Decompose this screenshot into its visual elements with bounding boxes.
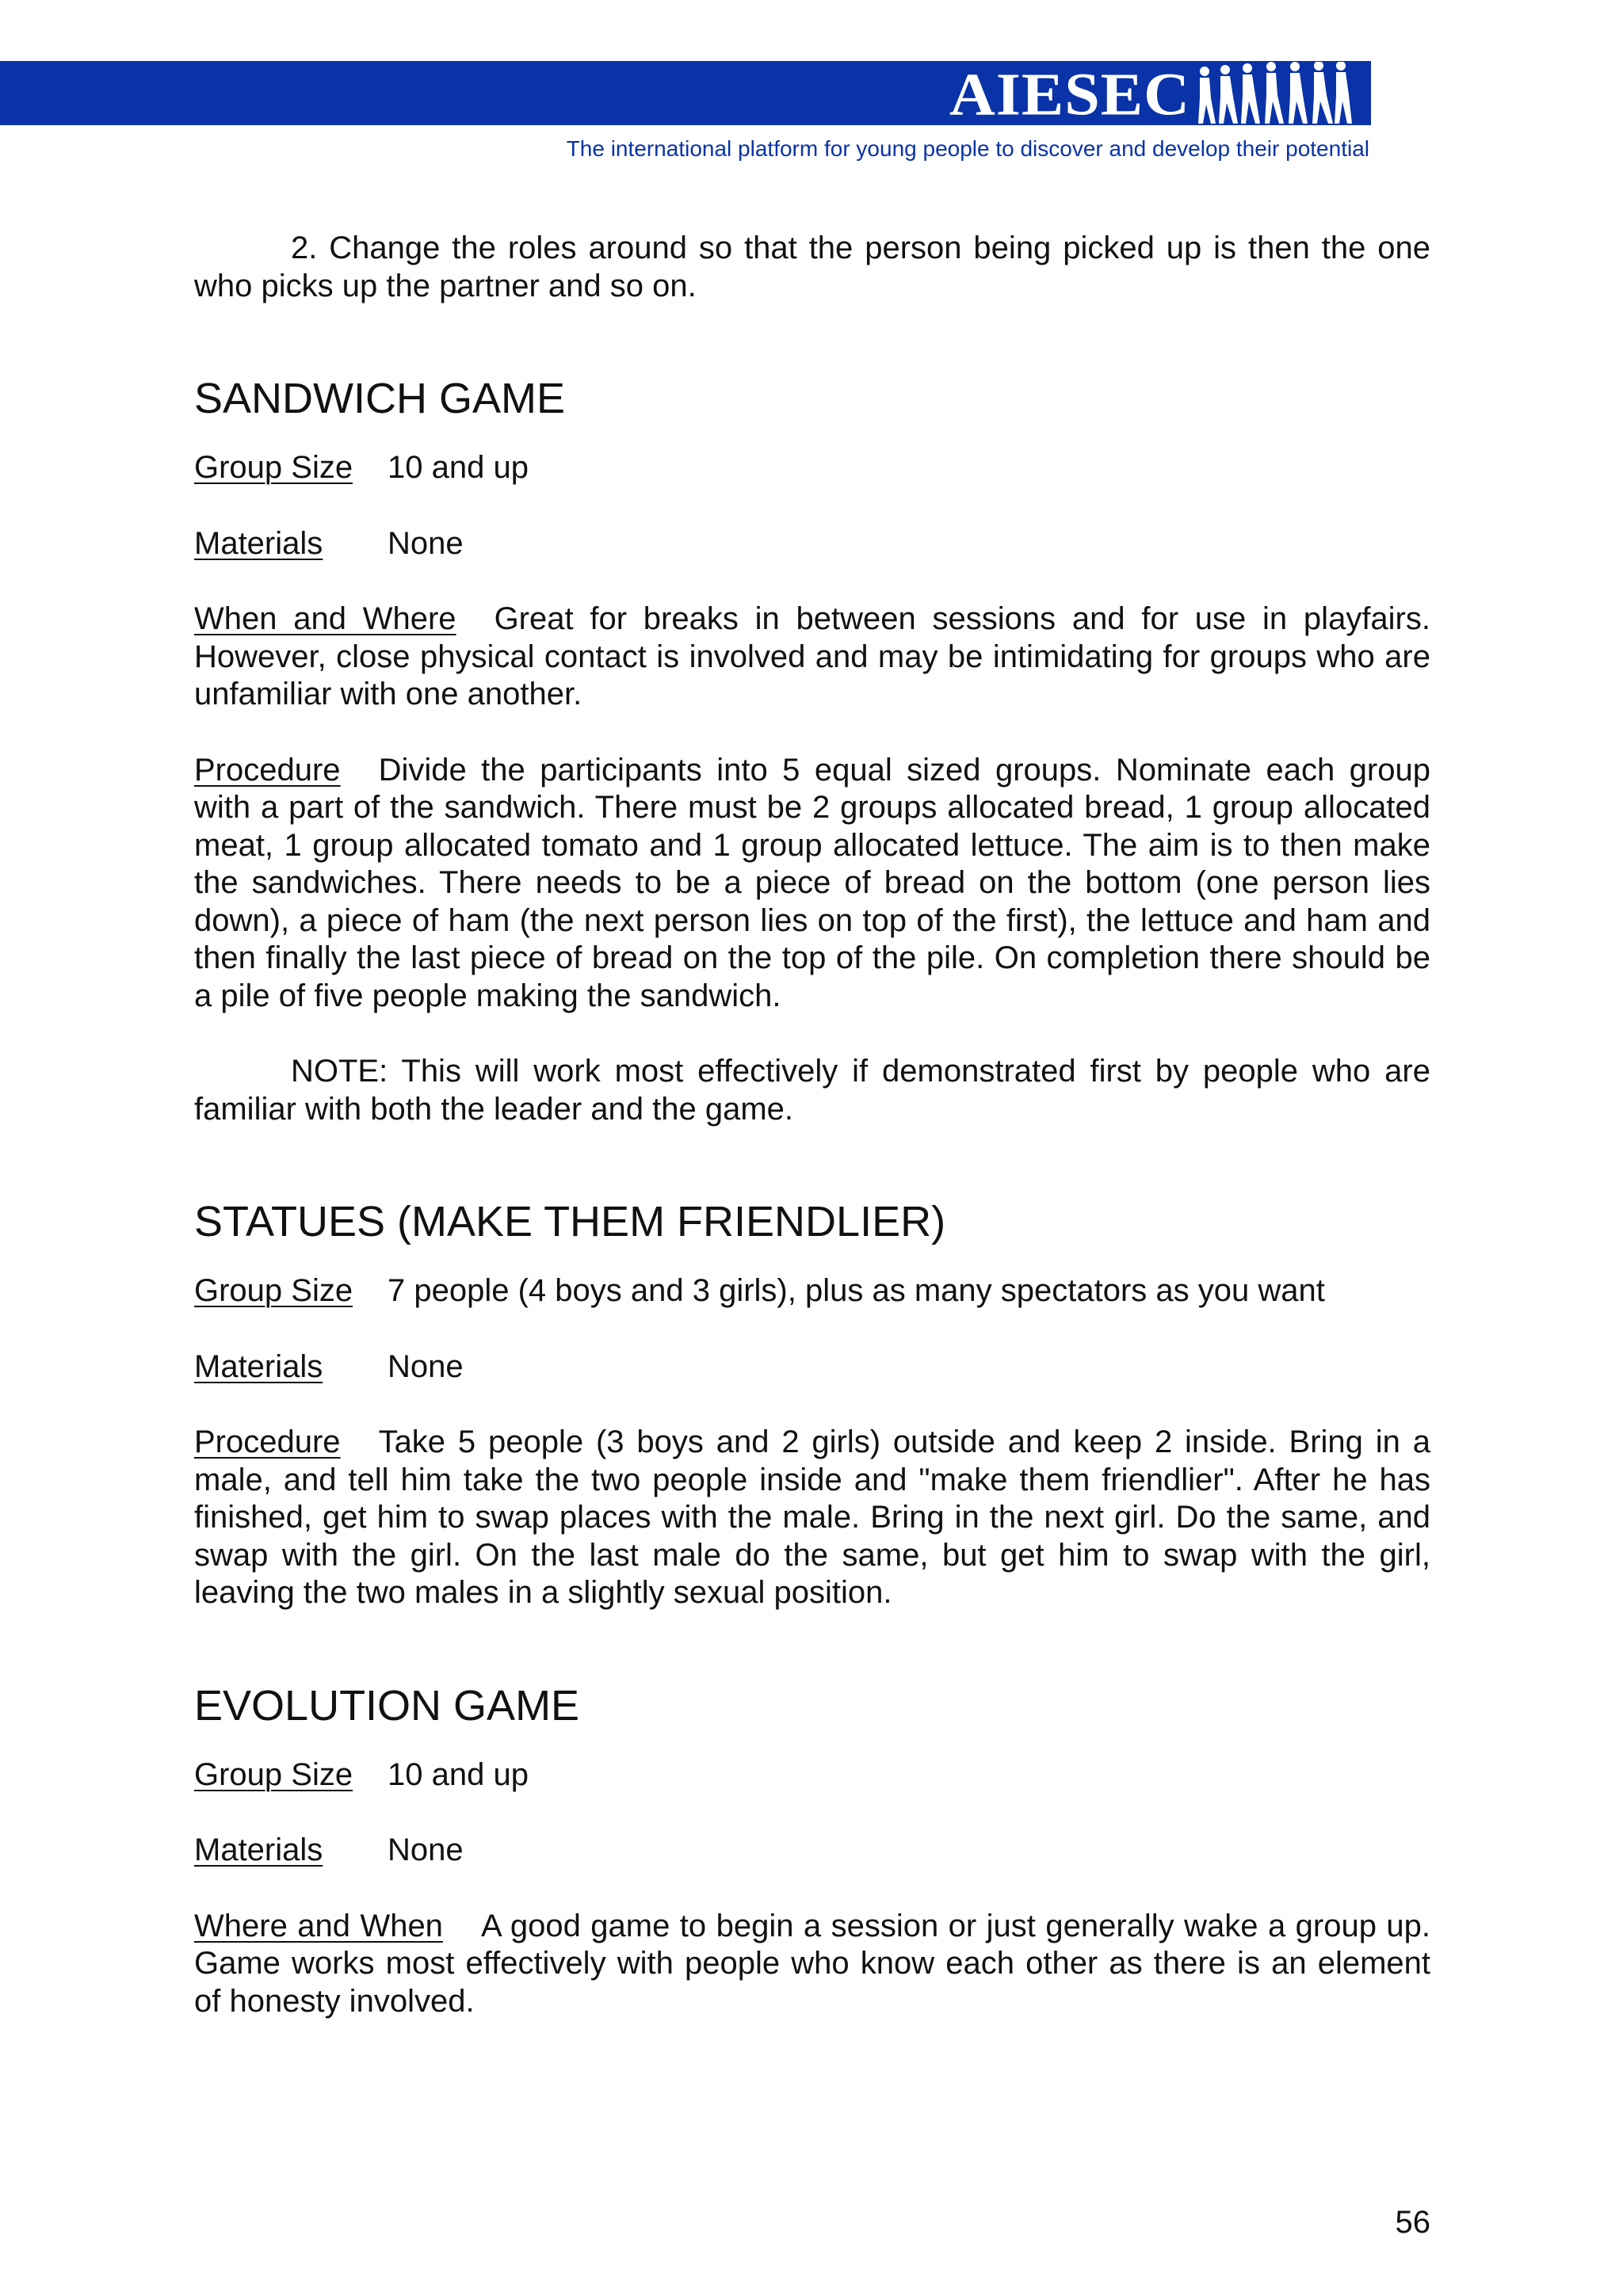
when-where-paragraph [194, 601, 1430, 714]
group-size-row [194, 449, 1430, 487]
section-statues [194, 1196, 1430, 1612]
materials-value: None [388, 1348, 464, 1384]
where-when-paragraph [194, 1908, 1430, 2021]
when-where-text: Great for breaks in between sessions and for use in playfairs. However, close physical contact is involved and may be intimidating for groups who are unfamiliar with one another. [194, 601, 1430, 711]
procedure-text: Take 5 people (3 boys and 2 girls) outside and keep 2 inside. Bring in a male, and tell him take the two people inside and "make them friendlier". After he has finished, get him to swap places with the male. Bring in the next girl. Do the same, and swap with the girl. On the last male do the same, but get him to swap with the girl, leaving the two males in a slightly sexual position. [194, 1425, 1430, 1610]
group-size-row [194, 1272, 1430, 1310]
group-size-label: Group Size [194, 1273, 353, 1308]
page-content [194, 230, 1430, 2020]
section-title: STATUES (MAKE THEM FRIENDLIER) [194, 1198, 946, 1245]
procedure-label: Procedure [194, 752, 341, 788]
group-size-row [194, 1756, 1430, 1794]
materials-row [194, 1348, 1430, 1386]
procedure-paragraph [194, 1424, 1430, 1612]
materials-value: None [388, 1833, 464, 1867]
procedure-paragraph [194, 752, 1430, 1016]
procedure-label: Procedure [194, 1425, 341, 1459]
page-number: 56 [1395, 2205, 1430, 2240]
logo-text: AIESEC [949, 62, 1190, 128]
materials-label: Materials [194, 1833, 323, 1867]
materials-row [194, 1832, 1430, 1870]
materials-row [194, 525, 1430, 563]
procedure-text: Divide the participants into 5 equal sized groups. Nominate each group with a part of the sandwich. There must be 2 groups allocated bread, 1 group allocated meat, 1 group allocated tomato and 1 group allocated lettuce. The aim is to then make the sandwiches. There needs to be a piece of bread on the bottom (one person lies down), a piece of ham (the next person lies on top of the first), the lettuce and ham and then finally the last piece of bread on the top of the pile. On completion there should be a pile of five people making the sandwich. [194, 752, 1430, 1013]
group-size-value: 10 and up [388, 450, 529, 485]
section-title: EVOLUTION GAME [194, 1681, 580, 1730]
section-evolution-game [194, 1680, 1430, 2021]
group-size-value: 7 people (4 boys and 3 girls), plus as many spectators as you want [388, 1273, 1325, 1308]
tagline: The international platform for young people to discover and develop their potential [566, 136, 1369, 161]
materials-label: Materials [194, 525, 323, 561]
aiesec-logo [949, 57, 1352, 133]
where-when-label: Where and When [194, 1908, 443, 1943]
group-size-label: Group Size [194, 1756, 353, 1792]
when-where-label: When and Where [194, 601, 456, 636]
intro-paragraph: 2. Change the roles around so that the person being picked up is then the one who picks up the partner and so on. [194, 231, 1430, 303]
materials-value: None [388, 525, 464, 561]
evolution-figures-icon [1193, 62, 1352, 128]
where-when-text: A good game to begin a session or just generally wake a group up. Game works most effectively with people who know each other as there is an element of honesty involved. [194, 1908, 1430, 2019]
materials-label: Materials [194, 1348, 323, 1384]
section-title: SANDWICH GAME [194, 375, 566, 422]
note-paragraph: NOTE: This will work most effectively if demonstrated first by people who are familiar with both the leader and the game. [194, 1054, 1430, 1127]
section-sandwich-game [194, 372, 1430, 1128]
group-size-value: 10 and up [388, 1756, 529, 1792]
group-size-label: Group Size [194, 450, 353, 485]
